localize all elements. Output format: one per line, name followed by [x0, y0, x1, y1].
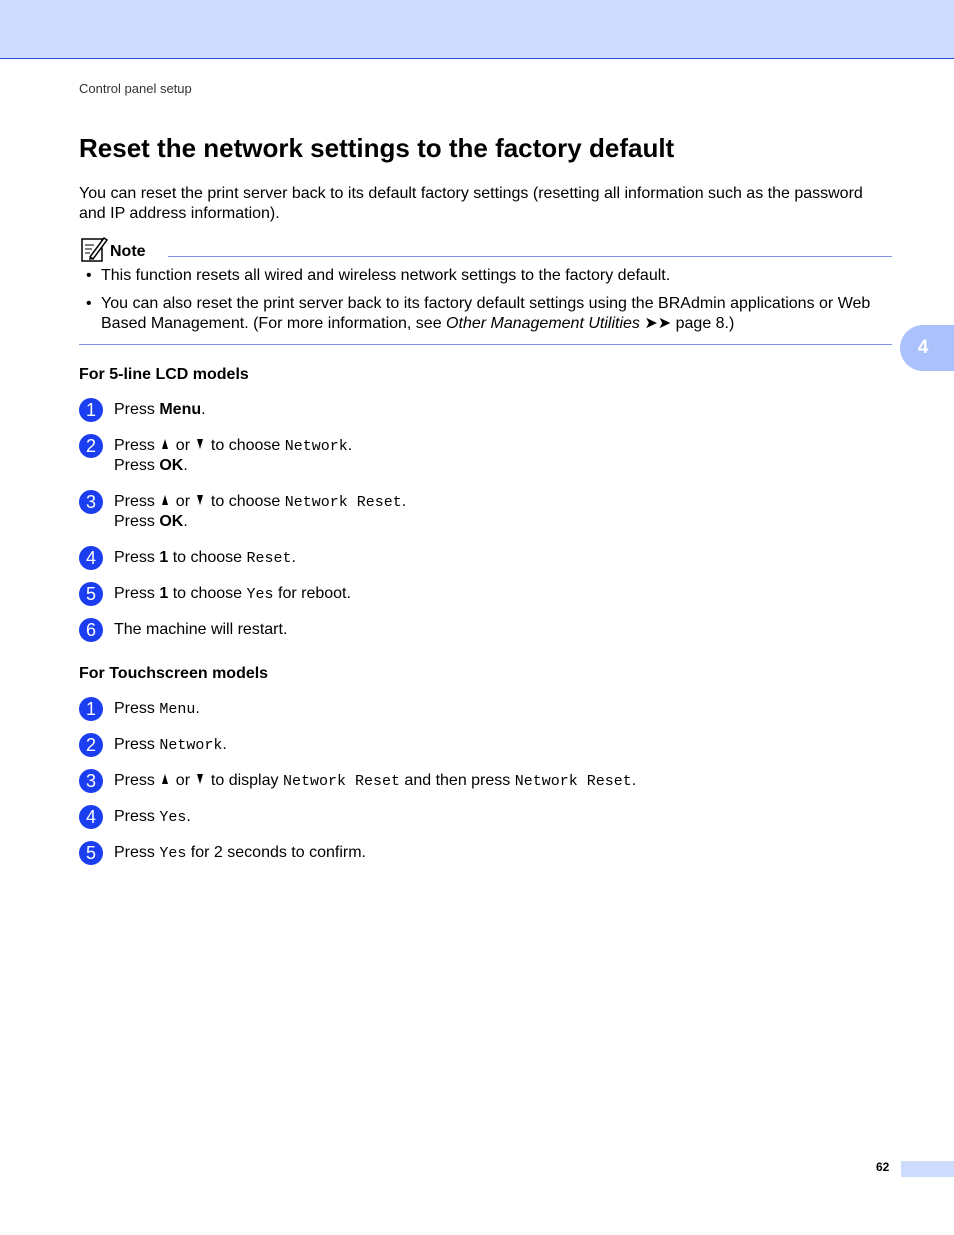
down-arrow-icon: [197, 774, 203, 784]
step-number: 1: [79, 697, 103, 721]
step-number: 3: [79, 490, 103, 514]
step-item: [79, 434, 879, 474]
step-text: Press Menu.: [114, 700, 200, 718]
note-item-text: This function resets all wired and wireless network settings to the factory default.: [101, 267, 671, 284]
step-number: 5: [79, 582, 103, 606]
link-reference: Other Management Utilities: [446, 315, 640, 332]
note-label: Note: [110, 243, 146, 260]
bullet-marker: •: [86, 267, 92, 284]
step-number: 5: [79, 841, 103, 865]
step-number: 6: [79, 618, 103, 642]
page-number: 62: [876, 1160, 890, 1174]
section-heading-touchscreen: For Touchscreen models: [79, 665, 269, 682]
step-text: Press or to choose Network.: [114, 437, 353, 455]
footer-bar: [901, 1161, 954, 1177]
note-end-divider: [79, 344, 892, 345]
step-text: Press or to display Network Reset and then press Network Reset.: [114, 772, 637, 790]
up-arrow-icon: [162, 774, 168, 784]
step-item: [79, 490, 879, 530]
chapter-tab: 4: [900, 325, 954, 371]
note-item-text: You can also reset the print server back to its factory default settings using the BRAdmin applications or Web Based Management. (For more information, see Other Management Utilities ➤➤ page 8.): [101, 295, 871, 332]
step-item: [79, 769, 879, 793]
down-arrow-icon: [197, 439, 203, 449]
step-number: 2: [79, 733, 103, 757]
step-text: Press Network.: [114, 736, 227, 754]
step-text: Press Yes.: [114, 808, 191, 826]
step-item: [79, 582, 879, 606]
step-text: Press 1 to choose Reset.: [114, 549, 296, 567]
step-text: Press or to choose Network Reset.: [114, 493, 407, 511]
breadcrumb: Control panel setup: [79, 81, 192, 96]
step-text: Press 1 to choose Yes for reboot.: [114, 585, 351, 603]
step-number: 1: [79, 398, 103, 422]
step-item: [79, 618, 879, 642]
bullet-marker: •: [86, 295, 92, 312]
section-heading-lcd: For 5-line LCD models: [79, 366, 249, 383]
step-item: [79, 733, 879, 757]
note-header: [79, 235, 892, 263]
step-text: Press Menu.: [114, 401, 206, 418]
up-arrow-icon: [162, 495, 168, 505]
double-arrow-icon: ➤➤: [644, 315, 672, 332]
step-item: [79, 697, 879, 721]
header-band: [0, 0, 954, 59]
step-number: 4: [79, 805, 103, 829]
up-arrow-icon: [162, 439, 168, 449]
step-number: 3: [79, 769, 103, 793]
note-divider: [168, 256, 892, 257]
step-item: [79, 805, 879, 829]
step-item: [79, 546, 879, 570]
step-number: 2: [79, 434, 103, 458]
step-text: Press Yes for 2 seconds to confirm.: [114, 844, 366, 862]
step-text-line2: Press OK.: [114, 457, 188, 474]
note-pencil-icon: [80, 235, 108, 263]
step-item: [79, 841, 879, 865]
step-item: [79, 398, 879, 422]
down-arrow-icon: [197, 495, 203, 505]
step-number: 4: [79, 546, 103, 570]
step-text: The machine will restart.: [114, 621, 288, 638]
page-title: Reset the network settings to the factory default: [79, 133, 675, 163]
step-text-line2: Press OK.: [114, 513, 188, 530]
intro-paragraph: You can reset the print server back to its default factory settings (resetting all information such as the password and IP address information).: [79, 185, 863, 222]
